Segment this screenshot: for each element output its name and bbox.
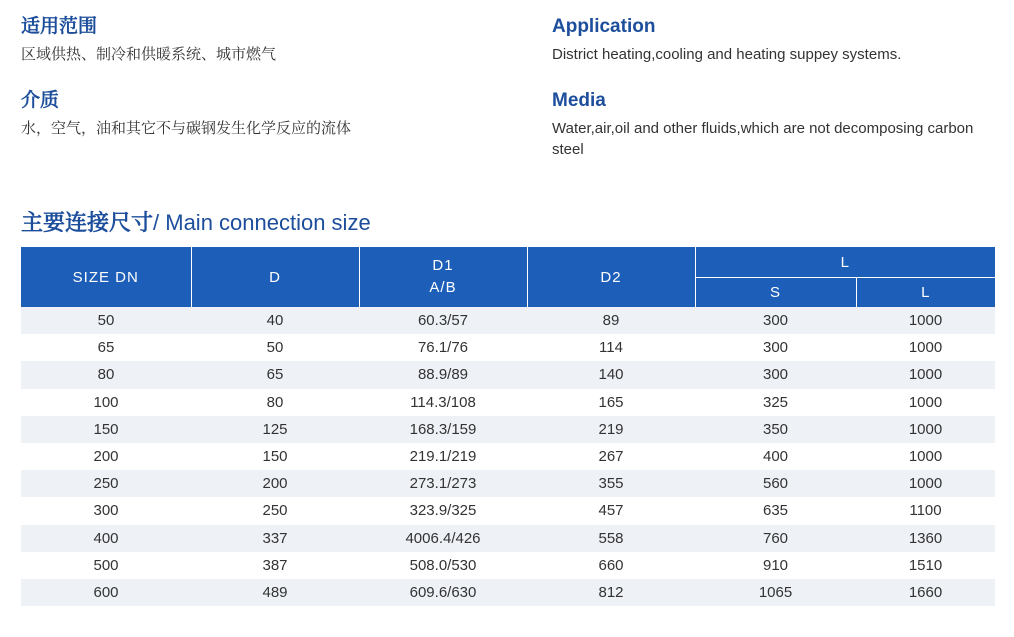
table-header [21,247,995,307]
cell-size-dn: 400 [21,525,191,552]
cell-d: 489 [191,579,359,606]
cell-d: 125 [191,416,359,443]
cell-l: 1000 [856,416,995,443]
cell-d: 40 [191,307,359,334]
cell-d2: 660 [527,552,695,579]
cell-d2: 457 [527,497,695,524]
cell-s: 910 [695,552,856,579]
table-row [21,389,995,416]
cell-d2: 89 [527,307,695,334]
cell-d1: 60.3/57 [359,307,527,334]
cell-s: 635 [695,497,856,524]
cell-d1: 168.3/159 [359,416,527,443]
cell-d2: 140 [527,361,695,388]
cell-d2: 355 [527,470,695,497]
cell-size-dn: 250 [21,470,191,497]
header-l: L [856,278,995,308]
media-cn-block [21,90,501,139]
cell-s: 300 [695,361,856,388]
table-row [21,497,995,524]
media-en-title: Media [552,90,606,111]
cell-l: 1510 [856,552,995,579]
application-cn-title: 适用范围 [21,16,98,37]
application-en-text: District heating,cooling and heating suppey systems. [552,46,902,63]
table-row [21,307,995,334]
cell-s: 350 [695,416,856,443]
cell-s: 325 [695,389,856,416]
table-row [21,361,995,388]
header-d2: D2 [527,247,695,307]
media-en-block [552,90,992,160]
cell-d1: 114.3/108 [359,389,527,416]
application-cn-block [21,16,501,65]
table-body [21,307,995,606]
header-s: S [695,278,856,308]
application-cn-text: 区域供热、制冷和供暖系统、城市燃气 [21,46,277,63]
header-d1 [359,247,527,307]
header-d1-line1: D1 [432,257,454,274]
table-row [21,579,995,606]
cell-d1: 88.9/89 [359,361,527,388]
cell-size-dn: 65 [21,334,191,361]
table-row [21,470,995,497]
cell-d: 50 [191,334,359,361]
cell-d1: 609.6/630 [359,579,527,606]
header-d1-line2: A/B [429,279,457,296]
cell-size-dn: 80 [21,361,191,388]
cell-d1: 219.1/219 [359,443,527,470]
cell-s: 1065 [695,579,856,606]
table-row [21,443,995,470]
connection-size-table [21,247,995,606]
cell-d2: 812 [527,579,695,606]
cell-size-dn: 600 [21,579,191,606]
cell-d1: 4006.4/426 [359,525,527,552]
cell-d1: 76.1/76 [359,334,527,361]
application-en-block [552,16,992,65]
table-row [21,416,995,443]
cell-s: 400 [695,443,856,470]
cell-d1: 273.1/273 [359,470,527,497]
cell-s: 300 [695,334,856,361]
cell-size-dn: 500 [21,552,191,579]
cell-size-dn: 100 [21,389,191,416]
cell-size-dn: 150 [21,416,191,443]
cell-l: 1000 [856,389,995,416]
media-cn-text: 水，空气，油和其它不与碳钢发生化学反应的流体 [21,120,352,137]
table-row [21,334,995,361]
section-title-cn: 主要连接尺寸 [21,210,154,235]
cell-d: 200 [191,470,359,497]
header-d: D [191,247,359,307]
cell-s: 560 [695,470,856,497]
cell-d: 387 [191,552,359,579]
section-title [21,210,371,236]
media-cn-title: 介质 [21,90,60,111]
cell-l: 1000 [856,361,995,388]
cell-d1: 508.0/530 [359,552,527,579]
cell-d2: 267 [527,443,695,470]
cell-d: 65 [191,361,359,388]
cell-l: 1000 [856,334,995,361]
cell-d: 80 [191,389,359,416]
header-l-group: L [695,247,995,278]
cell-size-dn: 300 [21,497,191,524]
cell-s: 760 [695,525,856,552]
cell-l: 1000 [856,307,995,334]
cell-d: 337 [191,525,359,552]
cell-s: 300 [695,307,856,334]
cell-size-dn: 200 [21,443,191,470]
cell-d2: 558 [527,525,695,552]
application-en-title: Application [552,16,656,37]
cell-l: 1360 [856,525,995,552]
cell-d2: 165 [527,389,695,416]
cell-d2: 114 [527,334,695,361]
section-title-en: / Main connection size [153,210,371,235]
cell-d1: 323.9/325 [359,497,527,524]
cell-size-dn: 50 [21,307,191,334]
table-row [21,552,995,579]
cell-d2: 219 [527,416,695,443]
cell-d: 150 [191,443,359,470]
cell-l: 1000 [856,470,995,497]
table-row [21,525,995,552]
cell-l: 1000 [856,443,995,470]
cell-l: 1100 [856,497,995,524]
cell-d: 250 [191,497,359,524]
media-en-text: Water,air,oil and other fluids,which are not decomposing carbon steel [552,120,974,158]
header-size-dn: SIZE DN [21,247,191,307]
cell-l: 1660 [856,579,995,606]
